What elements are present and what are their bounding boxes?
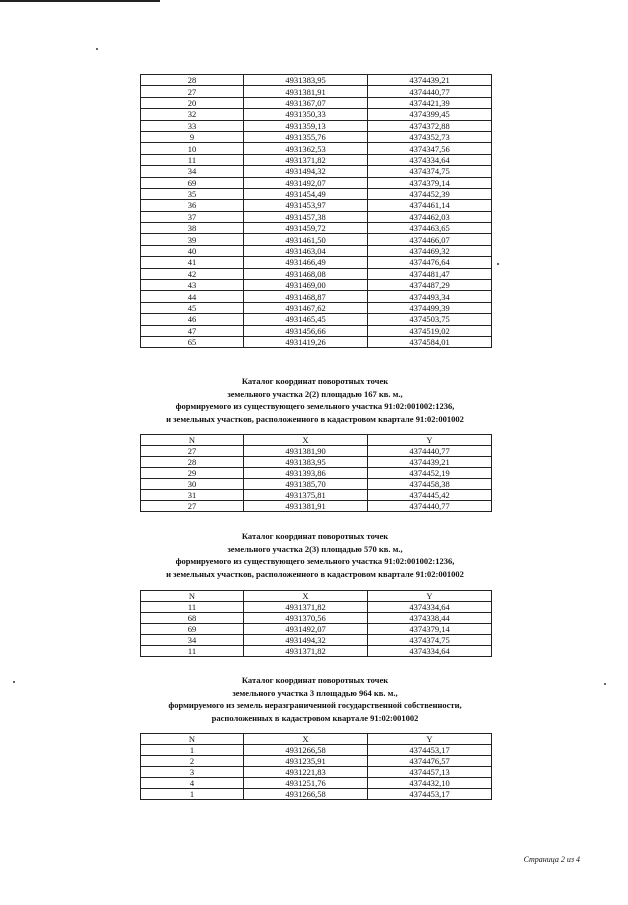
table-header-row <box>141 591 492 602</box>
table-body <box>141 75 492 348</box>
y-coordinate-cell: 4374463,65 <box>368 223 492 234</box>
y-coordinate-cell: 4374334,64 <box>368 602 492 613</box>
y-coordinate-cell: 4374469,32 <box>368 245 492 256</box>
point-number-cell: 44 <box>141 291 244 302</box>
x-coordinate-cell: 4931350,33 <box>244 109 368 120</box>
point-number-cell: 36 <box>141 200 244 211</box>
y-coordinate-cell: 4374338,44 <box>368 613 492 624</box>
table-row <box>141 446 492 457</box>
table-row <box>141 234 492 245</box>
y-coordinate-cell: 4374334,64 <box>368 646 492 657</box>
x-coordinate-cell: 4931467,62 <box>244 302 368 313</box>
y-coordinate-cell: 4374481,47 <box>368 268 492 279</box>
x-coordinate-cell: 4931454,49 <box>244 188 368 199</box>
table-row <box>141 257 492 268</box>
heading-line: Каталог координат поворотных точек <box>241 675 389 685</box>
x-coordinate-cell: 4931459,72 <box>244 223 368 234</box>
point-number-cell: 28 <box>141 457 244 468</box>
table-row <box>141 86 492 97</box>
x-coordinate-cell: 4931494,32 <box>244 635 368 646</box>
table-row <box>141 325 492 336</box>
scan-speck <box>13 681 15 683</box>
point-number-cell: 40 <box>141 245 244 256</box>
table-row <box>141 336 492 347</box>
y-coordinate-cell: 4374584,01 <box>368 336 492 347</box>
table-header-row <box>141 435 492 446</box>
y-coordinate-cell: 4374453,17 <box>368 789 492 800</box>
y-coordinate-cell: 4374499,39 <box>368 302 492 313</box>
table-row <box>141 789 492 800</box>
x-coordinate-cell: 4931468,08 <box>244 268 368 279</box>
coordinates-table-plot-2-2 <box>140 434 492 512</box>
table-row <box>141 200 492 211</box>
heading-line: Каталог координат поворотных точек <box>241 531 389 541</box>
x-coordinate-cell: 4931375,81 <box>244 490 368 501</box>
table-row <box>141 154 492 165</box>
point-number-cell: 27 <box>141 86 244 97</box>
scan-speck <box>497 263 499 265</box>
x-coordinate-cell: 4931266,58 <box>244 745 368 756</box>
point-number-cell: 27 <box>141 446 244 457</box>
table-body <box>141 446 492 512</box>
point-number-cell: 29 <box>141 468 244 479</box>
x-coordinate-cell: 4931461,50 <box>244 234 368 245</box>
y-coordinate-cell: 4374487,29 <box>368 280 492 291</box>
y-coordinate-cell: 4374379,14 <box>368 177 492 188</box>
table-row <box>141 635 492 646</box>
table-row <box>141 109 492 120</box>
x-coordinate-cell: 4931457,38 <box>244 211 368 222</box>
x-coordinate-cell: 4931494,32 <box>244 166 368 177</box>
point-number-cell: 69 <box>141 177 244 188</box>
x-coordinate-cell: 4931370,56 <box>244 613 368 624</box>
point-number-cell: 10 <box>141 143 244 154</box>
coordinates-table-plot-3 <box>140 733 492 800</box>
y-coordinate-cell: 4374399,45 <box>368 109 492 120</box>
y-coordinate-cell: 4374334,64 <box>368 154 492 165</box>
y-coordinate-cell: 4374461,14 <box>368 200 492 211</box>
point-number-cell: 11 <box>141 154 244 165</box>
heading-line: формируемого из существующего земельного участка 91:02:001002:1236, <box>175 556 455 566</box>
point-number-cell: 68 <box>141 613 244 624</box>
coordinates-table-continuation <box>140 74 492 348</box>
point-number-cell: 35 <box>141 188 244 199</box>
y-coordinate-cell: 4374372,88 <box>368 120 492 131</box>
table-row <box>141 778 492 789</box>
point-number-cell: 47 <box>141 325 244 336</box>
heading-line: и земельных участков, расположенного в кадастровом квартале 91:02:001002 <box>166 413 464 424</box>
y-coordinate-cell: 4374452,39 <box>368 188 492 199</box>
x-coordinate-cell: 4931383,95 <box>244 457 368 468</box>
table-row <box>141 457 492 468</box>
point-number-cell: 11 <box>141 646 244 657</box>
x-coordinate-cell: 4931355,76 <box>244 131 368 142</box>
y-coordinate-cell: 4374445,42 <box>368 490 492 501</box>
x-coordinate-cell: 4931419,26 <box>244 336 368 347</box>
table-row <box>141 646 492 657</box>
column-header-n: N <box>141 734 244 745</box>
y-coordinate-cell: 4374476,64 <box>368 257 492 268</box>
y-coordinate-cell: 4374493,34 <box>368 291 492 302</box>
point-number-cell: 41 <box>141 257 244 268</box>
table-row <box>141 745 492 756</box>
table-row <box>141 602 492 613</box>
x-coordinate-cell: 4931371,82 <box>244 646 368 657</box>
column-header-x: X <box>244 435 368 446</box>
column-header-y: Y <box>368 435 492 446</box>
table-row <box>141 268 492 279</box>
x-coordinate-cell: 4931235,91 <box>244 756 368 767</box>
table-row <box>141 120 492 131</box>
y-coordinate-cell: 4374458,38 <box>368 479 492 490</box>
x-coordinate-cell: 4931371,82 <box>244 154 368 165</box>
point-number-cell: 37 <box>141 211 244 222</box>
column-header-y: Y <box>368 591 492 602</box>
table-row <box>141 613 492 624</box>
table-row <box>141 468 492 479</box>
y-coordinate-cell: 4374476,57 <box>368 756 492 767</box>
heading-line: земельного участка 3 площадью 964 кв. м., <box>232 687 398 698</box>
y-coordinate-cell: 4374439,21 <box>368 75 492 86</box>
table-body <box>141 745 492 800</box>
x-coordinate-cell: 4931359,13 <box>244 120 368 131</box>
x-coordinate-cell: 4931469,00 <box>244 280 368 291</box>
x-coordinate-cell: 4931468,87 <box>244 291 368 302</box>
point-number-cell: 32 <box>141 109 244 120</box>
point-number-cell: 28 <box>141 75 244 86</box>
point-number-cell: 3 <box>141 767 244 778</box>
point-number-cell: 42 <box>141 268 244 279</box>
table-row <box>141 177 492 188</box>
point-number-cell: 69 <box>141 624 244 635</box>
point-number-cell: 4 <box>141 778 244 789</box>
heading-line: Каталог координат поворотных точек <box>241 376 389 386</box>
table-row <box>141 143 492 154</box>
point-number-cell: 65 <box>141 336 244 347</box>
heading-line: расположенных в кадастровом квартале 91:02:001002 <box>211 712 419 723</box>
y-coordinate-cell: 4374379,14 <box>368 624 492 635</box>
y-coordinate-cell: 4374440,77 <box>368 501 492 512</box>
table-row <box>141 188 492 199</box>
table-row <box>141 131 492 142</box>
x-coordinate-cell: 4931221,83 <box>244 767 368 778</box>
y-coordinate-cell: 4374439,21 <box>368 457 492 468</box>
table-row <box>141 291 492 302</box>
x-coordinate-cell: 4931463,04 <box>244 245 368 256</box>
x-coordinate-cell: 4931266,58 <box>244 789 368 800</box>
y-coordinate-cell: 4374432,10 <box>368 778 492 789</box>
point-number-cell: 39 <box>141 234 244 245</box>
point-number-cell: 30 <box>141 479 244 490</box>
point-number-cell: 2 <box>141 756 244 767</box>
table-body <box>141 602 492 657</box>
table-row <box>141 624 492 635</box>
y-coordinate-cell: 4374453,17 <box>368 745 492 756</box>
table-row <box>141 756 492 767</box>
y-coordinate-cell: 4374452,19 <box>368 468 492 479</box>
x-coordinate-cell: 4931381,91 <box>244 86 368 97</box>
table-header-row <box>141 734 492 745</box>
point-number-cell: 27 <box>141 501 244 512</box>
point-number-cell: 1 <box>141 789 244 800</box>
column-header-x: X <box>244 591 368 602</box>
scan-speck <box>96 48 98 50</box>
y-coordinate-cell: 4374374,75 <box>368 635 492 646</box>
column-header-n: N <box>141 435 244 446</box>
x-coordinate-cell: 4931362,53 <box>244 143 368 154</box>
y-coordinate-cell: 4374440,77 <box>368 86 492 97</box>
point-number-cell: 34 <box>141 166 244 177</box>
point-number-cell: 9 <box>141 131 244 142</box>
table-row <box>141 245 492 256</box>
table-row <box>141 75 492 86</box>
point-number-cell: 31 <box>141 490 244 501</box>
catalog-heading-plot-2-3 <box>100 530 530 580</box>
point-number-cell: 33 <box>141 120 244 131</box>
catalog-heading-plot-3 <box>100 674 530 724</box>
x-coordinate-cell: 4931371,82 <box>244 602 368 613</box>
heading-line: земельного участка 2(3) площадью 570 кв. м., <box>227 543 403 554</box>
table-row <box>141 97 492 108</box>
y-coordinate-cell: 4374374,75 <box>368 166 492 177</box>
y-coordinate-cell: 4374503,75 <box>368 314 492 325</box>
x-coordinate-cell: 4931383,95 <box>244 75 368 86</box>
x-coordinate-cell: 4931251,76 <box>244 778 368 789</box>
coordinates-table-plot-2-3 <box>140 590 492 657</box>
x-coordinate-cell: 4931381,90 <box>244 446 368 457</box>
y-coordinate-cell: 4374421,39 <box>368 97 492 108</box>
heading-line: формируемого из земель неразграниченной государственной собственности, <box>168 700 462 710</box>
point-number-cell: 20 <box>141 97 244 108</box>
x-coordinate-cell: 4931492,07 <box>244 177 368 188</box>
table-row <box>141 302 492 313</box>
table-row <box>141 223 492 234</box>
column-header-y: Y <box>368 734 492 745</box>
x-coordinate-cell: 4931456,66 <box>244 325 368 336</box>
point-number-cell: 45 <box>141 302 244 313</box>
column-header-n: N <box>141 591 244 602</box>
y-coordinate-cell: 4374347,56 <box>368 143 492 154</box>
x-coordinate-cell: 4931393,86 <box>244 468 368 479</box>
table-row <box>141 280 492 291</box>
table-row <box>141 211 492 222</box>
x-coordinate-cell: 4931453,97 <box>244 200 368 211</box>
scan-edge-line <box>0 0 160 2</box>
x-coordinate-cell: 4931492,07 <box>244 624 368 635</box>
table-row <box>141 314 492 325</box>
point-number-cell: 38 <box>141 223 244 234</box>
heading-line: формируемого из существующего земельного участка 91:02:001002:1236, <box>175 401 455 411</box>
table-row <box>141 767 492 778</box>
x-coordinate-cell: 4931381,91 <box>244 501 368 512</box>
y-coordinate-cell: 4374466,07 <box>368 234 492 245</box>
point-number-cell: 46 <box>141 314 244 325</box>
y-coordinate-cell: 4374352,73 <box>368 131 492 142</box>
table-row <box>141 501 492 512</box>
heading-line: и земельных участков, расположенного в кадастровом квартале 91:02:001002 <box>166 568 464 579</box>
catalog-heading-plot-2-2 <box>100 375 530 425</box>
scan-speck <box>604 683 606 685</box>
table-row <box>141 166 492 177</box>
page-number: Страница 2 из 4 <box>523 855 580 864</box>
table-row <box>141 490 492 501</box>
point-number-cell: 1 <box>141 745 244 756</box>
y-coordinate-cell: 4374440,77 <box>368 446 492 457</box>
point-number-cell: 11 <box>141 602 244 613</box>
x-coordinate-cell: 4931385,70 <box>244 479 368 490</box>
point-number-cell: 34 <box>141 635 244 646</box>
point-number-cell: 43 <box>141 280 244 291</box>
y-coordinate-cell: 4374519,02 <box>368 325 492 336</box>
y-coordinate-cell: 4374457,13 <box>368 767 492 778</box>
table-row <box>141 479 492 490</box>
x-coordinate-cell: 4931466,49 <box>244 257 368 268</box>
x-coordinate-cell: 4931465,45 <box>244 314 368 325</box>
y-coordinate-cell: 4374462,03 <box>368 211 492 222</box>
column-header-x: X <box>244 734 368 745</box>
x-coordinate-cell: 4931367,07 <box>244 97 368 108</box>
heading-line: земельного участка 2(2) площадью 167 кв. м., <box>227 388 403 399</box>
